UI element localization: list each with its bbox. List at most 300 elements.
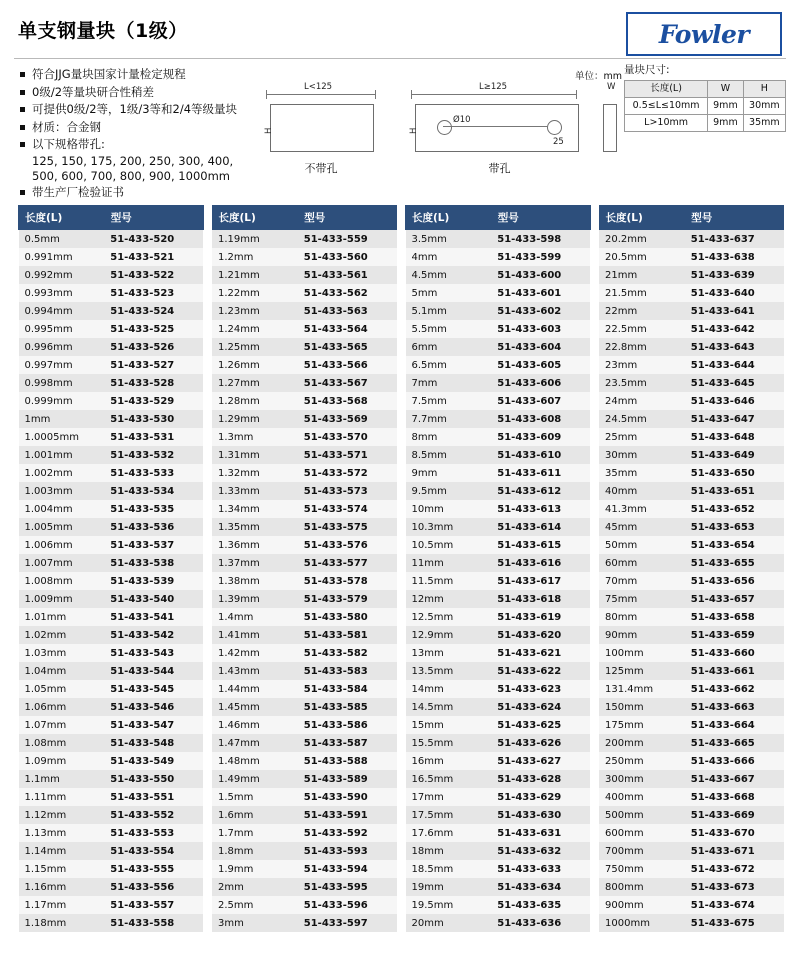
cell-length: 0.999mm <box>19 392 105 410</box>
dimension-table-caption: 量块尺寸: <box>624 64 670 76</box>
cell-model: 51-433-597 <box>298 914 397 932</box>
cell-model: 51-433-531 <box>104 428 203 446</box>
cell-model: 51-433-578 <box>298 572 397 590</box>
cell-model: 51-433-602 <box>491 302 590 320</box>
table-row <box>19 500 204 518</box>
cell-length: 35mm <box>599 464 685 482</box>
table-row <box>19 914 204 932</box>
cell-model: 51-433-617 <box>491 572 590 590</box>
cell-model: 51-433-610 <box>491 446 590 464</box>
table-row <box>599 428 784 446</box>
cell-model: 51-433-627 <box>491 752 590 770</box>
feature-item: 可提供0级/2等，1级/3等和2/4等级量块 <box>20 101 270 118</box>
cell-length: 1.31mm <box>212 446 298 464</box>
table-row <box>406 428 591 446</box>
table-row <box>212 392 397 410</box>
table-row <box>19 626 204 644</box>
dimension-length: L>10mm <box>625 115 708 132</box>
header-divider <box>14 58 786 59</box>
cell-model: 51-433-645 <box>685 374 784 392</box>
cell-length: 1.48mm <box>212 752 298 770</box>
cell-length: 21.5mm <box>599 284 685 302</box>
cell-length: 1.09mm <box>19 752 105 770</box>
table-row <box>19 770 204 788</box>
cell-length: 20.5mm <box>599 248 685 266</box>
cell-length: 17.5mm <box>406 806 492 824</box>
table-row <box>406 626 591 644</box>
table-row <box>212 284 397 302</box>
cell-model: 51-433-520 <box>104 230 203 249</box>
page-header <box>0 0 800 60</box>
cell-model: 51-433-629 <box>491 788 590 806</box>
table-row <box>406 464 591 482</box>
cell-length: 175mm <box>599 716 685 734</box>
cell-length: 0.998mm <box>19 374 105 392</box>
cell-model: 51-433-576 <box>298 536 397 554</box>
cell-length: 1.46mm <box>212 716 298 734</box>
cell-length: 11.5mm <box>406 572 492 590</box>
cell-length: 131.4mm <box>599 680 685 698</box>
cell-length: 300mm <box>599 770 685 788</box>
cell-model: 51-433-622 <box>491 662 590 680</box>
table-row <box>19 806 204 824</box>
cell-model: 51-433-560 <box>298 248 397 266</box>
drawing-right-caption: 带孔 <box>488 162 511 175</box>
cell-model: 51-433-646 <box>685 392 784 410</box>
cell-length: 750mm <box>599 860 685 878</box>
table-row <box>599 680 784 698</box>
cell-model: 51-433-589 <box>298 770 397 788</box>
cell-length: 1.32mm <box>212 464 298 482</box>
cell-model: 51-433-675 <box>685 914 784 932</box>
cell-model: 51-433-594 <box>298 860 397 878</box>
cell-model: 51-433-637 <box>685 230 784 249</box>
cell-length: 21mm <box>599 266 685 284</box>
cell-model: 51-433-532 <box>104 446 203 464</box>
side-view-width-label: W <box>607 82 616 92</box>
cell-model: 51-433-615 <box>491 536 590 554</box>
cell-length: 16mm <box>406 752 492 770</box>
cell-length: 1.16mm <box>19 878 105 896</box>
cell-model: 51-433-592 <box>298 824 397 842</box>
table-row <box>19 716 204 734</box>
cell-model: 51-433-548 <box>104 734 203 752</box>
table-row <box>19 230 204 249</box>
cell-model: 51-433-621 <box>491 644 590 662</box>
table-row <box>406 842 591 860</box>
table-row <box>212 410 397 428</box>
table-row <box>599 770 784 788</box>
cell-length: 8mm <box>406 428 492 446</box>
cell-length: 1.001mm <box>19 446 105 464</box>
table-row <box>599 572 784 590</box>
product-table-column-2 <box>212 205 398 932</box>
cell-length: 9mm <box>406 464 492 482</box>
cell-length: 16.5mm <box>406 770 492 788</box>
cell-length: 0.992mm <box>19 266 105 284</box>
cell-model: 51-433-604 <box>491 338 590 356</box>
table-header-row <box>406 206 591 230</box>
cell-length: 0.991mm <box>19 248 105 266</box>
cell-model: 51-433-595 <box>298 878 397 896</box>
cell-length: 7.7mm <box>406 410 492 428</box>
cell-length: 1.28mm <box>212 392 298 410</box>
cell-model: 51-433-633 <box>491 860 590 878</box>
cell-length: 13mm <box>406 644 492 662</box>
cell-length: 1.05mm <box>19 680 105 698</box>
cell-length: 700mm <box>599 842 685 860</box>
dimension-w: 9mm <box>708 115 744 132</box>
table-row <box>406 554 591 572</box>
cell-length: 75mm <box>599 590 685 608</box>
table-row <box>212 842 397 860</box>
cell-model: 51-433-654 <box>685 536 784 554</box>
cell-model: 51-433-572 <box>298 464 397 482</box>
table-row <box>212 248 397 266</box>
table-row <box>599 392 784 410</box>
cell-length: 1.23mm <box>212 302 298 320</box>
table-row <box>599 878 784 896</box>
table-row <box>406 374 591 392</box>
column-header-length: 长度(L) <box>212 206 298 230</box>
cell-model: 51-433-588 <box>298 752 397 770</box>
cell-length: 1.42mm <box>212 644 298 662</box>
table-row <box>19 860 204 878</box>
cell-model: 51-433-583 <box>298 662 397 680</box>
cell-length: 45mm <box>599 518 685 536</box>
cell-length: 1.24mm <box>212 320 298 338</box>
table-row <box>599 662 784 680</box>
cell-length: 1mm <box>19 410 105 428</box>
table-row <box>19 482 204 500</box>
cell-length: 1.007mm <box>19 554 105 572</box>
cell-model: 51-433-658 <box>685 608 784 626</box>
table-row <box>406 662 591 680</box>
cell-model: 51-433-555 <box>104 860 203 878</box>
column-header-length: 长度(L) <box>19 206 105 230</box>
table-row <box>599 356 784 374</box>
table-row <box>406 806 591 824</box>
cell-model: 51-433-628 <box>491 770 590 788</box>
table-row <box>212 860 397 878</box>
cell-model: 51-433-672 <box>685 860 784 878</box>
table-row <box>406 230 591 249</box>
table-row <box>406 716 591 734</box>
cell-model: 51-433-551 <box>104 788 203 806</box>
table-row <box>406 734 591 752</box>
cell-model: 51-433-598 <box>491 230 590 249</box>
product-table-columns <box>18 205 784 932</box>
cell-model: 51-433-533 <box>104 464 203 482</box>
cell-length: 1.6mm <box>212 806 298 824</box>
table-row <box>599 824 784 842</box>
table-row <box>599 284 784 302</box>
cell-length: 14mm <box>406 680 492 698</box>
cell-model: 51-433-624 <box>491 698 590 716</box>
cell-model: 51-433-609 <box>491 428 590 446</box>
cell-model: 51-433-640 <box>685 284 784 302</box>
cell-length: 18.5mm <box>406 860 492 878</box>
table-row <box>19 734 204 752</box>
cell-length: 3mm <box>212 914 298 932</box>
cell-length: 1.03mm <box>19 644 105 662</box>
table-row <box>599 716 784 734</box>
cell-length: 24.5mm <box>599 410 685 428</box>
table-row <box>406 266 591 284</box>
cell-model: 51-433-661 <box>685 662 784 680</box>
table-row <box>212 698 397 716</box>
cell-length: 12mm <box>406 590 492 608</box>
cell-model: 51-433-536 <box>104 518 203 536</box>
cell-model: 51-433-665 <box>685 734 784 752</box>
table-row <box>599 410 784 428</box>
table-row <box>406 320 591 338</box>
table-row <box>212 734 397 752</box>
cell-model: 51-433-564 <box>298 320 397 338</box>
cell-length: 19.5mm <box>406 896 492 914</box>
drawing-side-view <box>597 82 621 164</box>
cell-length: 900mm <box>599 896 685 914</box>
table-row <box>19 338 204 356</box>
table-row <box>625 98 786 115</box>
table-row <box>406 770 591 788</box>
table-row <box>599 320 784 338</box>
cell-length: 1.41mm <box>212 626 298 644</box>
column-header-model: 型号 <box>104 206 203 230</box>
cell-length: 250mm <box>599 752 685 770</box>
table-row <box>599 752 784 770</box>
cell-length: 1.37mm <box>212 554 298 572</box>
cell-model: 51-433-558 <box>104 914 203 932</box>
table-row <box>599 230 784 249</box>
cell-length: 1.04mm <box>19 662 105 680</box>
cell-length: 8.5mm <box>406 446 492 464</box>
dimension-table <box>624 62 786 132</box>
cell-model: 51-433-630 <box>491 806 590 824</box>
cell-model: 51-433-655 <box>685 554 784 572</box>
cell-model: 51-433-537 <box>104 536 203 554</box>
cell-length: 1.47mm <box>212 734 298 752</box>
table-row <box>19 680 204 698</box>
cell-model: 51-433-666 <box>685 752 784 770</box>
cell-length: 14.5mm <box>406 698 492 716</box>
feature-item: 符合JJG量块国家计量检定规程 <box>20 66 270 83</box>
cell-model: 51-433-667 <box>685 770 784 788</box>
cell-model: 51-433-575 <box>298 518 397 536</box>
cell-model: 51-433-620 <box>491 626 590 644</box>
cell-length: 0.993mm <box>19 284 105 302</box>
cell-length: 1.26mm <box>212 356 298 374</box>
table-row <box>599 446 784 464</box>
cell-length: 4mm <box>406 248 492 266</box>
cell-model: 51-433-579 <box>298 590 397 608</box>
cell-model: 51-433-550 <box>104 770 203 788</box>
cell-length: 6mm <box>406 338 492 356</box>
cell-length: 50mm <box>599 536 685 554</box>
cell-length: 200mm <box>599 734 685 752</box>
table-row <box>406 644 591 662</box>
cell-model: 51-433-639 <box>685 266 784 284</box>
cell-length: 1.19mm <box>212 230 298 249</box>
cell-model: 51-433-651 <box>685 482 784 500</box>
feature-item: 材质：合金钢 <box>20 119 270 136</box>
table-row <box>599 518 784 536</box>
cell-model: 51-433-656 <box>685 572 784 590</box>
table-row <box>212 320 397 338</box>
cell-model: 51-433-544 <box>104 662 203 680</box>
cell-model: 51-433-626 <box>491 734 590 752</box>
cell-length: 11mm <box>406 554 492 572</box>
cell-model: 51-433-527 <box>104 356 203 374</box>
cell-model: 51-433-612 <box>491 482 590 500</box>
cell-model: 51-433-607 <box>491 392 590 410</box>
table-row <box>19 536 204 554</box>
sizes-line-1: 125, 150, 175, 200, 250, 300, 400, <box>32 153 234 168</box>
table-row <box>19 896 204 914</box>
table-row <box>212 680 397 698</box>
table-row <box>212 518 397 536</box>
cell-length: 1.08mm <box>19 734 105 752</box>
table-row <box>599 374 784 392</box>
cell-length: 1.12mm <box>19 806 105 824</box>
product-table-column-4 <box>599 205 785 932</box>
cell-length: 500mm <box>599 806 685 824</box>
cell-length: 1.5mm <box>212 788 298 806</box>
cell-model: 51-433-590 <box>298 788 397 806</box>
table-row <box>19 392 204 410</box>
feature-item: 0级/2等量块研合性稍差 <box>20 84 270 101</box>
cell-model: 51-433-570 <box>298 428 397 446</box>
cell-length: 22.8mm <box>599 338 685 356</box>
brand-logo-text: Fowler <box>658 19 750 49</box>
cell-length: 7.5mm <box>406 392 492 410</box>
table-row <box>19 320 204 338</box>
cell-model: 51-433-647 <box>685 410 784 428</box>
cell-length: 800mm <box>599 878 685 896</box>
cell-model: 51-433-635 <box>491 896 590 914</box>
cell-length: 1.33mm <box>212 482 298 500</box>
cell-model: 51-433-582 <box>298 644 397 662</box>
product-table <box>18 205 204 932</box>
cell-length: 1.18mm <box>19 914 105 932</box>
table-row <box>212 878 397 896</box>
cell-model: 51-433-616 <box>491 554 590 572</box>
cell-length: 7mm <box>406 374 492 392</box>
table-row <box>19 464 204 482</box>
drawing-left-height-label: H <box>264 127 274 134</box>
cell-model: 51-433-631 <box>491 824 590 842</box>
cell-model: 51-433-523 <box>104 284 203 302</box>
cell-model: 51-433-559 <box>298 230 397 249</box>
cell-model: 51-433-644 <box>685 356 784 374</box>
cell-model: 51-433-643 <box>685 338 784 356</box>
cell-length: 13.5mm <box>406 662 492 680</box>
table-row <box>599 590 784 608</box>
cell-length: 1.49mm <box>212 770 298 788</box>
table-row <box>212 788 397 806</box>
table-row <box>599 698 784 716</box>
cell-model: 51-433-625 <box>491 716 590 734</box>
dimension-header-w: W <box>708 81 744 98</box>
cell-length: 1.01mm <box>19 608 105 626</box>
table-row <box>212 896 397 914</box>
cell-model: 51-433-662 <box>685 680 784 698</box>
dimension-h: 35mm <box>743 115 785 132</box>
table-row <box>212 536 397 554</box>
cell-length: 1.44mm <box>212 680 298 698</box>
table-row <box>212 554 397 572</box>
hole-right <box>547 120 562 135</box>
cell-length: 10mm <box>406 500 492 518</box>
cell-model: 51-433-613 <box>491 500 590 518</box>
table-row <box>599 248 784 266</box>
table-row <box>599 644 784 662</box>
cell-length: 1.0005mm <box>19 428 105 446</box>
drawing-right-length-label: L≥125 <box>479 82 508 92</box>
specs-section <box>0 60 800 198</box>
table-row <box>406 284 591 302</box>
table-header-row <box>212 206 397 230</box>
cell-length: 1.2mm <box>212 248 298 266</box>
table-row <box>212 428 397 446</box>
table-row <box>19 644 204 662</box>
cell-length: 1.009mm <box>19 590 105 608</box>
cell-length: 1000mm <box>599 914 685 932</box>
table-row <box>406 752 591 770</box>
cell-model: 51-433-593 <box>298 842 397 860</box>
table-row <box>19 878 204 896</box>
cell-length: 60mm <box>599 554 685 572</box>
table-row <box>19 518 204 536</box>
table-row <box>599 266 784 284</box>
hole-position-label: 25 <box>553 137 564 147</box>
table-row <box>212 824 397 842</box>
cell-length: 1.1mm <box>19 770 105 788</box>
cell-length: 600mm <box>599 824 685 842</box>
cell-length: 1.29mm <box>212 410 298 428</box>
unit-label: 单位：mm <box>574 71 622 82</box>
table-row <box>19 662 204 680</box>
table-row <box>19 266 204 284</box>
cell-model: 51-433-611 <box>491 464 590 482</box>
cell-model: 51-433-562 <box>298 284 397 302</box>
table-row <box>406 446 591 464</box>
table-row <box>212 572 397 590</box>
table-row <box>406 392 591 410</box>
table-row <box>212 374 397 392</box>
cell-model: 51-433-528 <box>104 374 203 392</box>
cell-length: 1.4mm <box>212 608 298 626</box>
table-row <box>406 500 591 518</box>
feature-list <box>20 66 270 201</box>
cell-model: 51-433-638 <box>685 248 784 266</box>
cell-model: 51-433-557 <box>104 896 203 914</box>
cell-length: 1.8mm <box>212 842 298 860</box>
table-row <box>19 608 204 626</box>
sizes-line-2: 500, 600, 700, 800, 900, 1000mm <box>32 168 230 183</box>
cell-model: 51-433-553 <box>104 824 203 842</box>
cell-model: 51-433-600 <box>491 266 590 284</box>
dimension-h: 30mm <box>743 98 785 115</box>
cell-length: 22.5mm <box>599 320 685 338</box>
table-row <box>599 806 784 824</box>
table-row <box>406 572 591 590</box>
cell-length: 1.008mm <box>19 572 105 590</box>
cell-length: 12.9mm <box>406 626 492 644</box>
cell-model: 51-433-603 <box>491 320 590 338</box>
cell-model: 51-433-623 <box>491 680 590 698</box>
cell-model: 51-433-554 <box>104 842 203 860</box>
